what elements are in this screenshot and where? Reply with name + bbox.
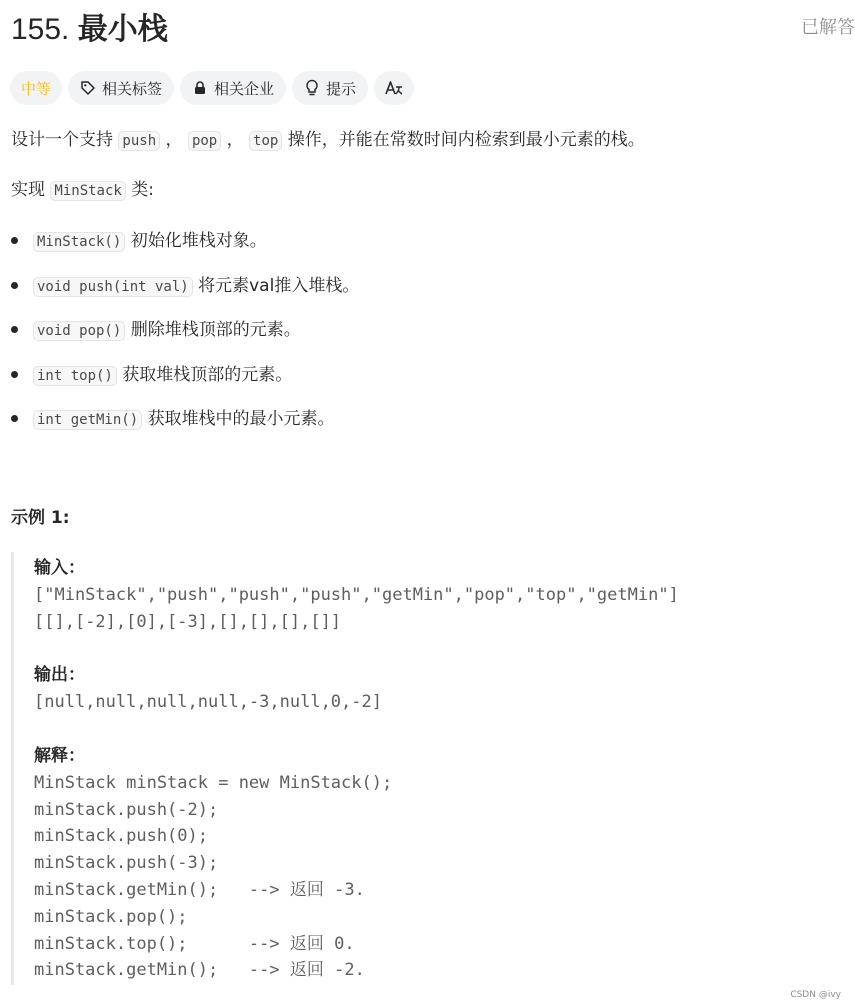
input-label: 输入： xyxy=(34,558,85,578)
inline-code-pop: pop xyxy=(188,131,221,151)
explain-line: minStack.push(-2); xyxy=(34,799,219,820)
hint-label: 提示 xyxy=(326,79,357,98)
related-topics-label: 相关标签 xyxy=(102,79,163,98)
method-description: 初始化堆栈对象。 xyxy=(130,231,267,251)
explain-line: minStack.getMin(); --> 返回 -3. xyxy=(34,879,365,900)
explain-line: minStack.push(0); xyxy=(34,826,208,847)
related-companies-button[interactable] xyxy=(180,71,286,105)
lock-icon xyxy=(192,80,208,96)
title-row xyxy=(11,8,855,52)
method-list xyxy=(0,228,359,451)
solved-status[interactable]: 已解答 xyxy=(801,17,855,38)
desc-text: 实现 xyxy=(11,180,45,200)
list-item xyxy=(0,273,359,318)
bullet xyxy=(11,371,18,378)
explain-line: minStack.top(); --> 返回 0. xyxy=(34,933,355,954)
method-code: void push(int val) xyxy=(33,277,193,297)
translate-icon xyxy=(384,79,404,97)
bullet xyxy=(11,326,18,333)
explain-line: minStack.getMin(); --> 返回 -2. xyxy=(34,960,365,981)
explain-line: minStack.push(-3); xyxy=(34,853,219,874)
tag-icon xyxy=(80,80,96,96)
problem-name: 最小栈 xyxy=(77,13,168,46)
desc-text: 操作，并能在常数时间内检索到最小元素的栈。 xyxy=(287,130,645,150)
input-line: [[],[-2],[0],[-3],[],[],[],[]] xyxy=(34,611,342,632)
desc-separator: ， xyxy=(226,130,244,150)
inline-code-push: push xyxy=(118,131,160,151)
explain-line: minStack.pop(); xyxy=(34,906,188,927)
method-description: 获取堆栈中的最小元素。 xyxy=(147,409,335,429)
related-companies-label: 相关企业 xyxy=(214,79,275,98)
method-code: int top() xyxy=(33,366,117,386)
bullet xyxy=(11,237,18,244)
list-item xyxy=(0,406,359,451)
method-code: int getMin() xyxy=(33,410,142,430)
inline-code-minstack: MinStack xyxy=(50,181,125,201)
description-paragraph-1 xyxy=(11,127,645,154)
problem-number: 155. xyxy=(11,13,70,46)
explain-label: 解释： xyxy=(34,745,85,766)
method-code: MinStack() xyxy=(33,232,125,252)
desc-separator: ， xyxy=(165,130,183,150)
example-title: 示例 1: xyxy=(11,508,70,528)
explain-line: MinStack minStack = new MinStack(); xyxy=(34,772,393,793)
difficulty-badge[interactable]: 中等 xyxy=(10,71,62,105)
related-topics-button[interactable] xyxy=(68,71,174,105)
bullet xyxy=(11,282,18,289)
problem-title xyxy=(11,8,855,52)
watermark: CSDN @ivy xyxy=(790,990,841,1000)
output-label: 输出： xyxy=(34,665,85,686)
example-border xyxy=(11,552,14,985)
list-item xyxy=(0,362,359,407)
lightbulb-icon xyxy=(304,79,320,97)
list-item xyxy=(0,228,359,273)
method-description: 获取堆栈顶部的元素。 xyxy=(122,364,293,385)
desc-text: 类: xyxy=(131,180,154,200)
method-code: void pop() xyxy=(33,321,125,341)
method-description: 将元素val推入堆栈。 xyxy=(198,275,360,296)
tag-bar xyxy=(10,71,414,105)
input-line: ["MinStack","push","push","push","getMin","pop","top","getMin"] xyxy=(34,584,679,605)
hint-button[interactable] xyxy=(292,71,368,105)
translate-button[interactable] xyxy=(374,71,414,105)
inline-code-top: top xyxy=(249,131,282,151)
bullet xyxy=(11,415,18,422)
output-line: [null,null,null,null,-3,null,0,-2] xyxy=(34,692,382,713)
desc-text: 设计一个支持 xyxy=(11,130,113,150)
description-paragraph-2 xyxy=(11,177,154,204)
method-description: 删除堆栈顶部的元素。 xyxy=(130,320,301,340)
example-block xyxy=(34,555,679,984)
list-item xyxy=(0,317,359,362)
